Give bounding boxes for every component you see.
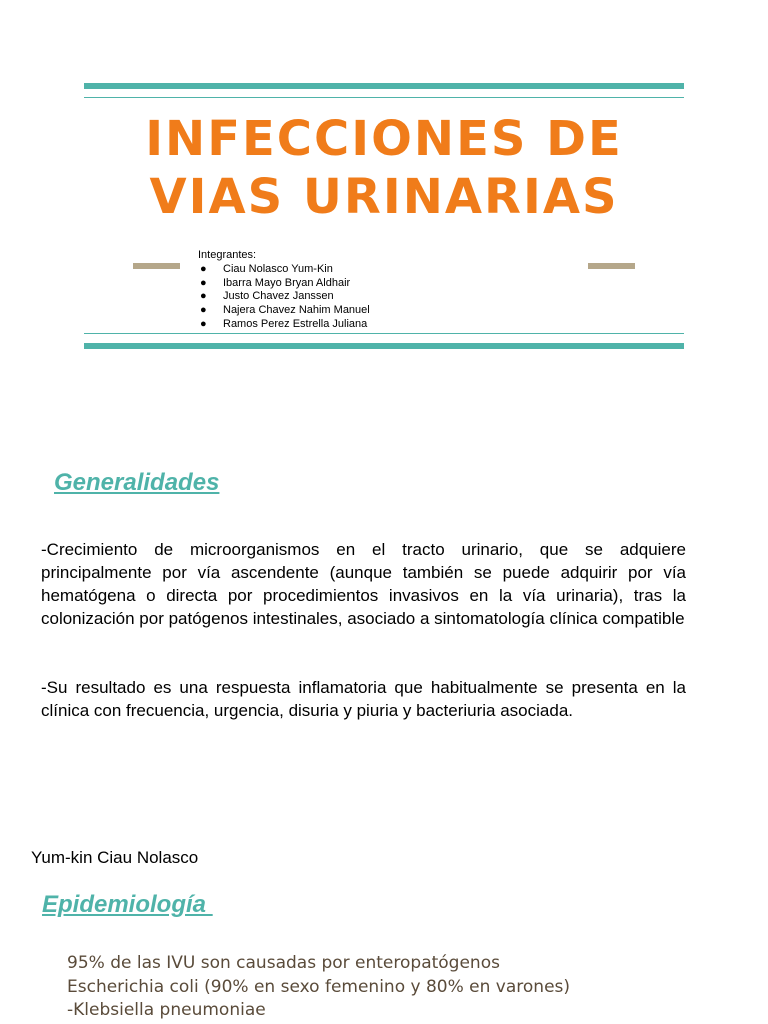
author-name: Yum-kin Ciau Nolasco <box>31 848 199 867</box>
member-item <box>198 263 370 277</box>
generalidades-paragraph-1: -Crecimiento de microorganismos en el tracto urinario, que se adquiere principalmente por vía ascendente (aunque también se puede adquirir por vía hematógena o directa por procedimientos invasivos en la vía urinaria), tras la colonización por patógenos intestinales, asociado a sintomatología clínica compatible <box>41 540 686 628</box>
right-accent-bar <box>588 263 635 269</box>
members-label: Integrantes: <box>198 249 257 261</box>
member-item <box>198 290 370 304</box>
epidemiologia-item: Escherichia coli (90% en sexo femenino y 80% en varones) <box>67 976 571 997</box>
generalidades-paragraph-2: -Su resultado es una respuesta inflamatoria que habitualmente se presenta en la clínica con frecuencia, urgencia, disuria y piuria y bacteriuria asociada. <box>41 678 686 720</box>
member-name: Justo Chavez Janssen <box>223 290 334 303</box>
epidemiologia-item: -Klebsiella pneumoniae <box>67 1000 266 1020</box>
title-line-1: INFECCIONES DE <box>145 111 623 167</box>
member-name: Najera Chavez Nahim Manuel <box>223 304 370 317</box>
member-name: Ciau Nolasco Yum-Kin <box>223 262 333 275</box>
bottom-rule-thick <box>84 343 684 349</box>
title-line-2: VIAS URINARIAS <box>149 169 619 225</box>
member-item <box>198 277 370 291</box>
member-item <box>198 318 370 332</box>
epidemiologia-item: 95% de las IVU son causadas por enteropatógenos <box>67 953 500 973</box>
bullet-icon: ● <box>200 317 207 330</box>
top-rule-thick <box>84 83 684 89</box>
bottom-rule-thin <box>84 333 684 334</box>
bullet-icon: ● <box>200 304 207 317</box>
epidemiologia-heading: Epidemiología <box>42 891 213 918</box>
bullet-icon: ● <box>200 290 207 303</box>
left-accent-bar <box>133 263 180 269</box>
members-list <box>198 263 370 332</box>
bullet-icon: ● <box>200 262 207 275</box>
bullet-icon: ● <box>200 276 207 289</box>
member-name: Ramos Perez Estrella Juliana <box>223 317 368 330</box>
generalidades-heading: Generalidades <box>54 469 220 496</box>
member-name: Ibarra Mayo Bryan Aldhair <box>223 276 351 289</box>
member-item <box>198 304 370 318</box>
epidemiologia-list <box>67 952 570 1023</box>
page-title <box>120 110 648 226</box>
members-block <box>198 249 370 332</box>
top-rule-thin <box>84 97 684 98</box>
